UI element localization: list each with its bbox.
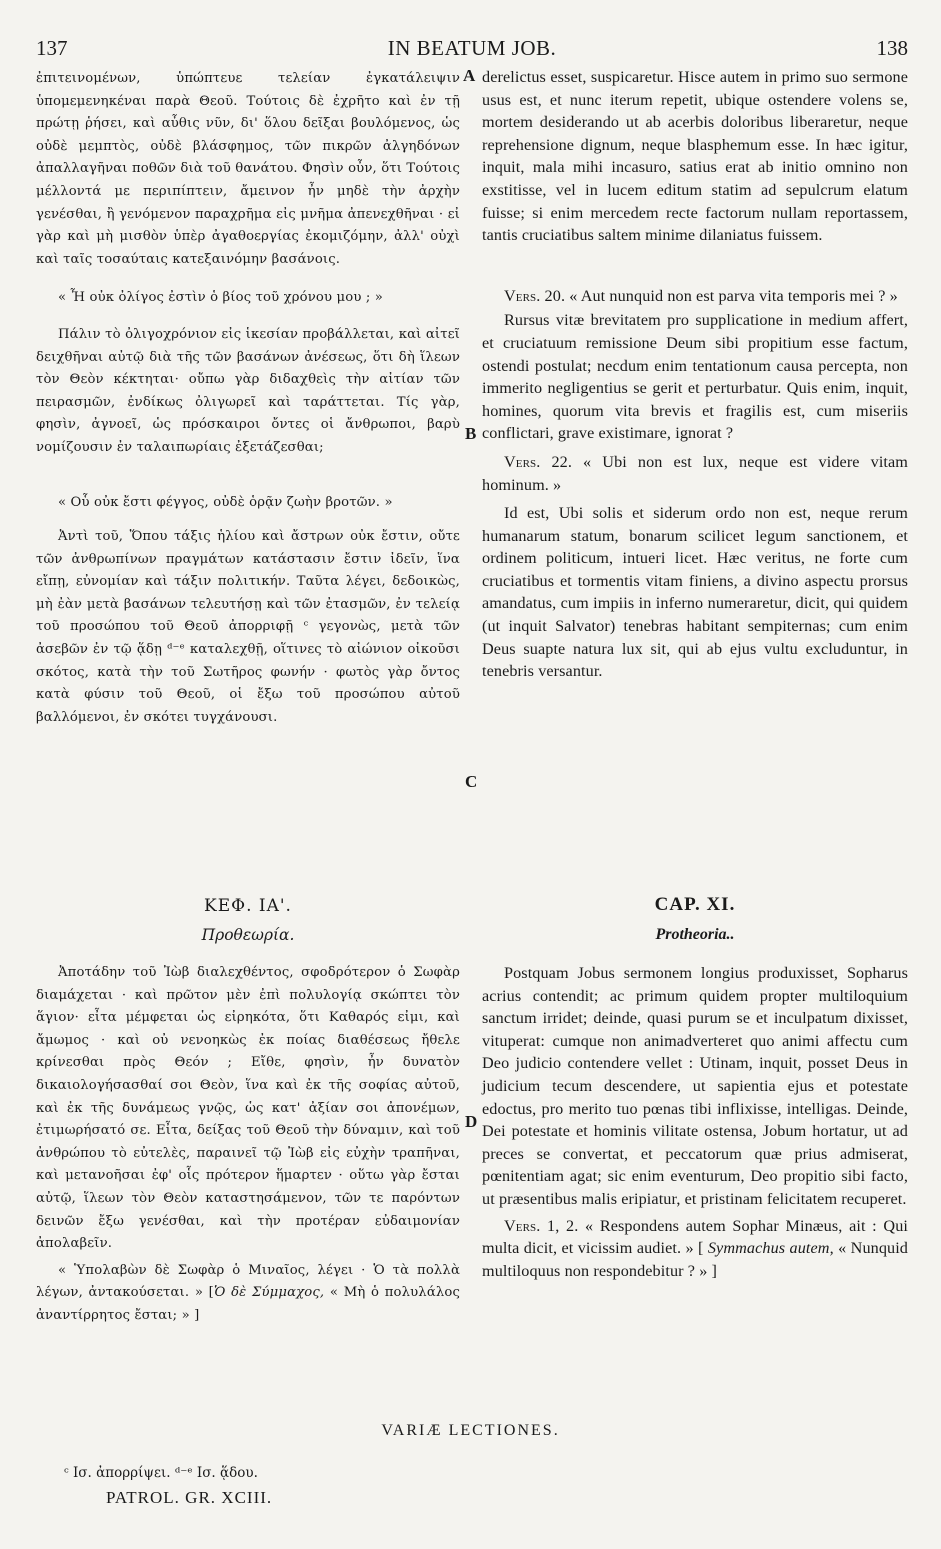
latin-paragraph: Postquam Jobus sermonem longius produxisset, Sopharus acrius contendit; ac primum quidem propter multiloquium sanctum irridet; deinde, quasi purum se et inculpatum dixisset, vituperat: cumque non animadverteret quo animi affectu cum Deo judicio contendere vellet : Utinam, inquit, posset Deus in judicium tecum descendere, ut sapientia ejus et potestate edoctus, pro merito tuo pœnas tibi inflixisse, intelligas. Deinde, Dei potestate et hominis vilitate ostensa, Jobum hortatur, ut ad preces se convertat, et peccatorum quæ prius admiserat, pœnitentiam agat; sic enim eventurum, Deo propitio sibi facto, ut præsentibus malis eripiatur, et pristinam felicitatem recuperet. [482, 964, 908, 1208]
greek-paragraph: ἐπιτεινομένων, ὑπώπτευε τελείαν ἐγκατάλειψιν ὑπομεμενηκέναι παρὰ Θεοῦ. Τούτοις δὲ ἐχρῆτο καὶ ἐν τῇ πρώτῃ ῥήσει, καὶ αὖθις νῦν, δι' ὅλου δεῖξαι βουλόμενος, ὡς οὐδὲ μεμπτὸς, οὐδὲ βλάσφημος, τῶν πικρῶν ἀλγηδόνων ἀπαλλαγῆναι ποθῶν διὰ τοῦ θανάτου. Φησὶν οὖν, ὅτι Τούτοις μέλλοντά με περιπίπτειν, ἄμεινον ἦν μηδὲ τὴν ἀρχὴν γενέσθαι, ἢ γενόμενον παραχρῆμα εἰς μνῆμα ἀπενεχθῆναι · εἰ γὰρ καὶ μὴ μισθὸν ὑπὲρ ἀγαθοεργίας ἐκομιζόμην, ἀλλ' οὐχὶ καὶ ταῖς τοσαύταις κατεξαινόμην βασάνοις. [36, 71, 460, 267]
greek-verse [36, 1260, 460, 1328]
latin-column-top [482, 66, 908, 683]
margin-marker-c: C [465, 772, 478, 791]
verse-text: « Ubi non est lux, neque est videre vitam hominum. » [482, 452, 908, 494]
verse-text: « Μὴ ὁ πολυλάλος ἀναντίρρητος ἔσται; » ] [36, 1285, 461, 1323]
page-title: IN BEATUM JOB. [387, 36, 557, 60]
verse-note: Symmachus autem, [707, 1239, 834, 1258]
verse-ref: Vers. 22. [504, 452, 572, 471]
page-number-left: 137 [36, 36, 68, 60]
latin-verse [482, 451, 908, 496]
signature-mark: PATROL. GR. XCIII. [106, 1488, 273, 1507]
verse-text: « Respondens autem Sophar Minæus, ait : Qui multa dicit, et vicissim audiet. » [ [482, 1216, 908, 1258]
page-number-right: 138 [876, 36, 908, 60]
verse-ref: Vers. 20. [504, 286, 566, 305]
latin-paragraph: Rursus vitæ brevitatem pro supplicatione in medium affert, et cruciatuum remissione Deum sibi propitium esse factum, ostendi postulat; necdum enim tentationum causa percepta, non immerito negligentius se gerit et perturbatur. Quis enim, inquit, homines, quorum vita brevis et fragilis est, cum miseriis conflictari, grave existimare, ignorat ? [482, 311, 908, 443]
chapter-subtitle: Protheoria.. [655, 926, 735, 943]
verse-text: « Nunquid multiloquus non respondebitur ? » ] [482, 1239, 909, 1280]
verse-text: « Ὑπολαβὼν δὲ Σωφὰρ ὁ Μιναῖος, λέγει · Ὁ τὰ πολλὰ λέγων, ἀντακούσεται. » [ [36, 1262, 460, 1301]
latin-verse [482, 285, 908, 308]
running-header [36, 36, 908, 62]
latin-paragraph: Id est, Ubi solis et siderum ordo non est, neque rerum humanarum statum, bonarum scilicet legum sanctionem, et ordinem politicum, intueri licet. Hæc veritus, ne forte cum cruciatibus et tormentis vitam finiens, a divino aspectu prorsus amandatus, cum impiis in inferno numeraretur, dicit, qui quidem (ut inquit Salvator) tenebras habitant sempiternas; cum enim Deus suapte natura lux sit, qui ab ejus vultu excluduntur, in tenebris versantur. [482, 504, 908, 681]
greek-verse: « Οὗ οὐκ ἔστι φέγγος, οὐδὲ ὁρᾷν ζωὴν βροτῶν. » [58, 494, 393, 510]
margin-marker-a: A [463, 66, 476, 85]
verse-text: « Aut nunquid non est parva vita temporis mei ? » [569, 286, 898, 305]
greek-column-top [36, 68, 460, 729]
margin-marker-d: D [465, 1112, 478, 1131]
greek-paragraph: Ἀντὶ τοῦ, Ὅπου τάξις ἡλίου καὶ ἄστρων οὐκ ἔστιν, οὔτε τῶν ἀνθρωπίνων πραγμάτων κατάστασιν ἔστιν ἰδεῖν, ἵνα εἴπῃ, εὐνομίαν καὶ τάξιν πολιτικήν. Ταῦτα λέγει, δεδοικὼς, μὴ ἐὰν μετὰ βασάνων τελευτήσῃ καὶ τῶν ἐτασμῶν, ἐν τελείᾳ τοῦ προσώπου τοῦ Θεοῦ ἀπορριφῇ ᶜ γεγονὼς, μετὰ τῶν ἀσεβῶν ἐν τῷ ᾅδῃ ᵈ⁻ᵉ καταλεχθῇ, οἵτινες τὸ αἰώνιον οἰκοῦσι σκότος, κατὰ τὴν τοῦ Σωτῆρος φωνήν · φωτὸς γὰρ ὄντος κατὰ φύσιν τοῦ Θεοῦ, οἱ ἔξω τοῦ προσώπου αὐτοῦ βαλλόμενοι, ἐν σκότει τυγχάνουσι. [36, 529, 460, 725]
footnote: ᶜ Ισ. ἀπορρίψει. ᵈ⁻ᵉ Ισ. ᾅδου. [64, 1465, 258, 1481]
greek-column-bottom [36, 962, 460, 1328]
chapter-heading-latin [482, 894, 908, 944]
latin-column-bottom [482, 962, 908, 1282]
chapter-title: CAP. XI. [654, 894, 736, 915]
greek-verse: « Ἦ οὐκ ὀλίγος ἐστὶν ὁ βίος τοῦ χρόνου μου ; » [58, 290, 383, 306]
chapter-subtitle: Προθεωρία. [201, 926, 295, 944]
verse-ref: Vers. 1, 2. [504, 1216, 579, 1235]
chapter-heading-greek [36, 896, 460, 944]
variae-lectiones-heading: VARIÆ LECTIONES. [381, 1422, 560, 1439]
greek-paragraph: Ἀποτάδην τοῦ Ἰὼβ διαλεχθέντος, σφοδρότερον ὁ Σωφὰρ διαμάχεται · καὶ πρῶτον μὲν ἐπὶ πολυλογίᾳ σκώπτει τὸν ἅγιον· εἶτα μέμφεται ὡς εἰρηκότα, ὅτι Καθαρός εἰμι, καὶ ἄμωμος · καὶ οὐ νενοηκὼς ἐκ ποίας διαθέσεως ἤθελε κρίνεσθαι πρὸς Θεόν ; Εἴθε, φησὶν, ἦν δυνατὸν δικαιολογήσασθαί σοι Θεὸν, ἵνα καὶ ἐκ τῆς σοφίας αὐτοῦ, καὶ ἐκ τῆς δυνάμεως γνῷς, ὡς κατ' ἀξίαν σοι ἀπονέμων, ἐτιμωρήσατό σε. Εἶτα, δείξας τοῦ Θεοῦ τὴν δύναμιν, καὶ τοῦ ἀνθρώπου τὸ εὐτελὲς, παραινεῖ τῷ Ἰὼβ εἰς εὐχὴν τραπῆναι, καὶ μετανοῆσαι ἐφ' οἷς πρότερον ἥμαρτεν · οὕτω γὰρ ἔσται αὐτῷ, ἵλεων τὸν Θεὸν καταστησάμενον, τῶν τε παρόντων δεινῶν ἔξω γενέσθαι, καὶ τὴν προτέραν εὐδαιμονίαν ἀπολαβεῖν. [36, 965, 460, 1252]
verse-note: Ὁ δὲ Σύμμαχος, [213, 1285, 325, 1301]
latin-paragraph: derelictus esset, suspicaretur. Hisce autem in primo suo sermone usus est, et nunc iterum repetit, ubique ostendere volens se, mortem desiderando ut ab acerbis doloribus liberaretur, neque reprehensione dignum, neque blasphemum esse. In hæc igitur, inquit, mala mihi incasuro, satius erat ab initio omnino non exstitisse, vel in lucem editum statim ad sepulcrum elatum fuisse; si enim mercedem recte factorum nullam reportassem, tantis cruciatibus saltem minime dilaniatus fuissem. [482, 68, 908, 245]
latin-verse [482, 1215, 908, 1283]
margin-marker-b: B [465, 424, 477, 443]
greek-paragraph: Πάλιν τὸ ὀλιγοχρόνιον εἰς ἱκεσίαν προβάλλεται, καὶ αἰτεῖ δειχθῆναι αὐτῷ διὰ τῆς τῶν βασάνων ἀνέσεως, ὅτι δὴ ἵλεων τὸν Θεὸν κέκτηται· οὔπω γὰρ διδαχθεὶς τὴν αἰτίαν τῶν πειρασμῶν, ἐνδίκως ὀλιγωρεῖ καὶ ταράττεται. Τίς γὰρ, φησὶν, ἀγνοεῖ, ὡς πρόσκαιροι ὄντες οἱ ἄνθρωποι, βαρὺ νομίζουσιν ἐν ταλαιπωρίαις ἐξετάζεσθαι; [36, 326, 460, 455]
chapter-title: ΚΕΦ. ΙΑ'. [204, 896, 292, 916]
